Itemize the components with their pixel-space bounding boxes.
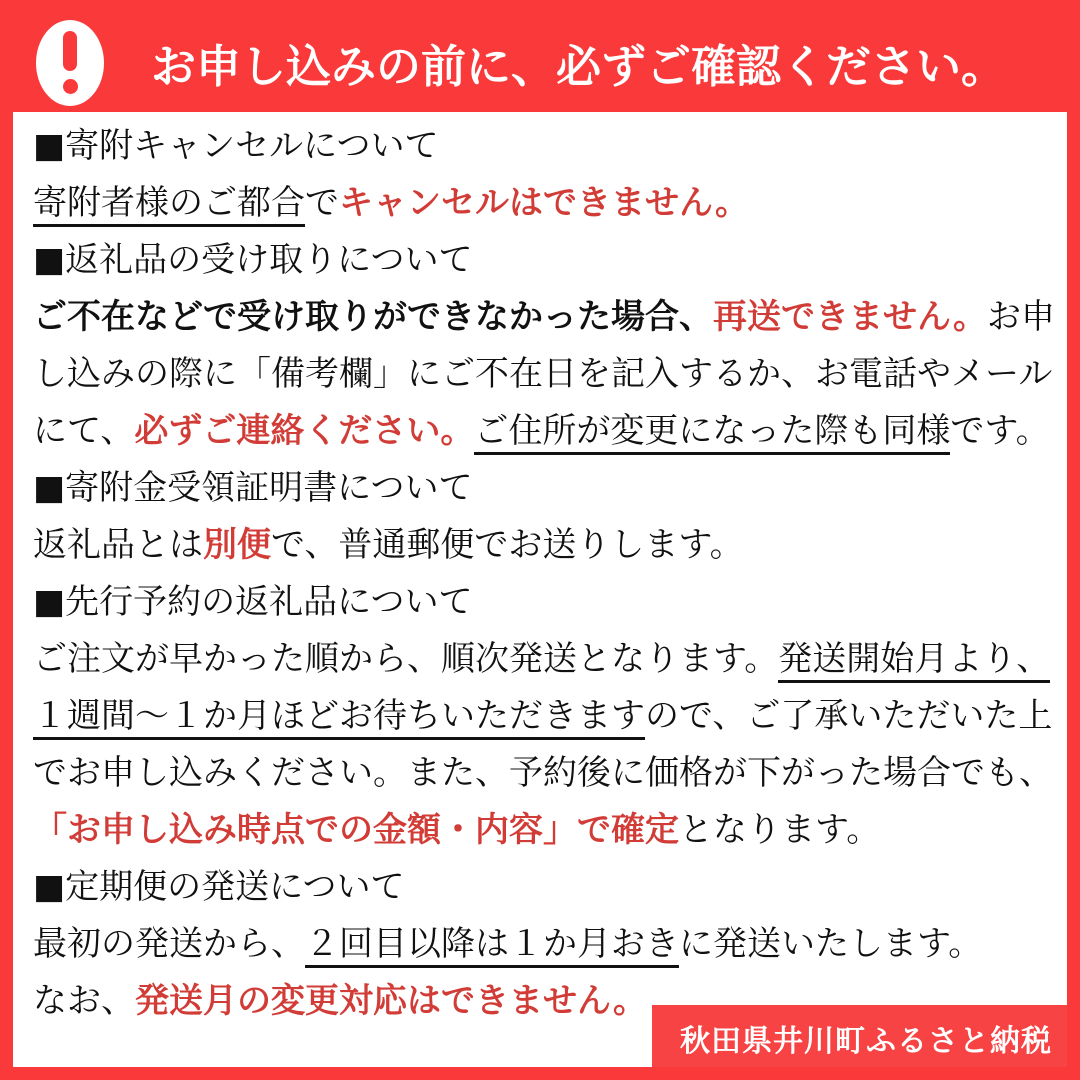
notice-line (33, 232, 1049, 289)
text-segment: ■先行予約の返礼品について (33, 582, 473, 622)
text-segment: 別便 (203, 525, 271, 565)
text-segment: ご住所が変更になった際も同様 (474, 411, 950, 455)
notice-line (33, 631, 1049, 688)
text-segment: にて、 (33, 411, 135, 451)
text-segment: 再送できません。 (713, 297, 988, 337)
text-segment: ２回目以降は１か月おき (305, 924, 679, 968)
text-segment: 「お申し込み時点での金額・内容」で確定 (33, 810, 679, 850)
text-segment: ■返礼品の受け取りについて (33, 240, 473, 280)
notice-line (33, 175, 1049, 232)
text-segment: なお、 (33, 981, 135, 1021)
text-segment: 寄附者様のご都合 (33, 183, 305, 227)
notice-line (33, 802, 1049, 859)
text-segment: 必ずご連絡ください。 (134, 411, 475, 451)
notice-line (33, 745, 1053, 802)
text-segment: です。 (950, 411, 1050, 451)
text-segment: 返礼品とは (33, 525, 203, 565)
notice-body (13, 112, 1067, 1030)
notice-line (33, 346, 1053, 403)
text-segment: お申 (987, 297, 1056, 337)
notice-line (33, 517, 1049, 574)
text-segment: し込みの際に「備考欄」にご不在日を記入するか、お電話やメール (33, 354, 1053, 394)
municipality-badge: 秋田県井川町ふるさと納税 (652, 1005, 1080, 1080)
text-segment: ので、ご了承いただいた上 (645, 696, 1053, 736)
page-title: お申し込みの前に、必ずご確認ください。 (150, 40, 1006, 93)
exclamation-icon (36, 20, 104, 106)
notice-line (33, 403, 1049, 460)
notice-line (33, 118, 1049, 175)
text-segment: で (305, 183, 339, 223)
notice-line (33, 916, 1049, 973)
text-segment: ご不在などで受け取りができなかった場合、 (33, 297, 713, 337)
text-segment: 最初の発送から、 (33, 924, 305, 964)
text-segment: ■寄附金受領証明書について (33, 468, 473, 508)
notice-line (33, 574, 1049, 631)
text-segment: ■寄附キャンセルについて (33, 126, 439, 166)
exclamation-bar (63, 31, 77, 71)
exclamation-dot (63, 79, 78, 94)
text-segment: ■定期便の発送について (33, 867, 405, 907)
text-segment: ご注文が早かった順から、順次発送となります。 (33, 639, 779, 679)
text-segment: となります。 (679, 810, 881, 850)
text-segment: で、普通郵便でお送りします。 (271, 525, 744, 565)
text-segment: でお申し込みください。また、予約後に価格が下がった場合でも、 (33, 753, 1053, 793)
text-segment: 発送月の変更対応はできません。 (135, 981, 648, 1021)
text-segment: に発送いたします。 (679, 924, 983, 964)
notice-line (33, 460, 1049, 517)
warning-header (13, 13, 1067, 112)
notice-line (33, 859, 1049, 916)
text-segment: １週間～１か月ほどお待ちいただきます (33, 696, 645, 740)
notice-line (33, 289, 1056, 346)
text-segment: キャンセルはできません。 (339, 183, 750, 223)
text-segment: 発送開始月より、 (778, 639, 1050, 683)
notice-line (33, 688, 1053, 745)
